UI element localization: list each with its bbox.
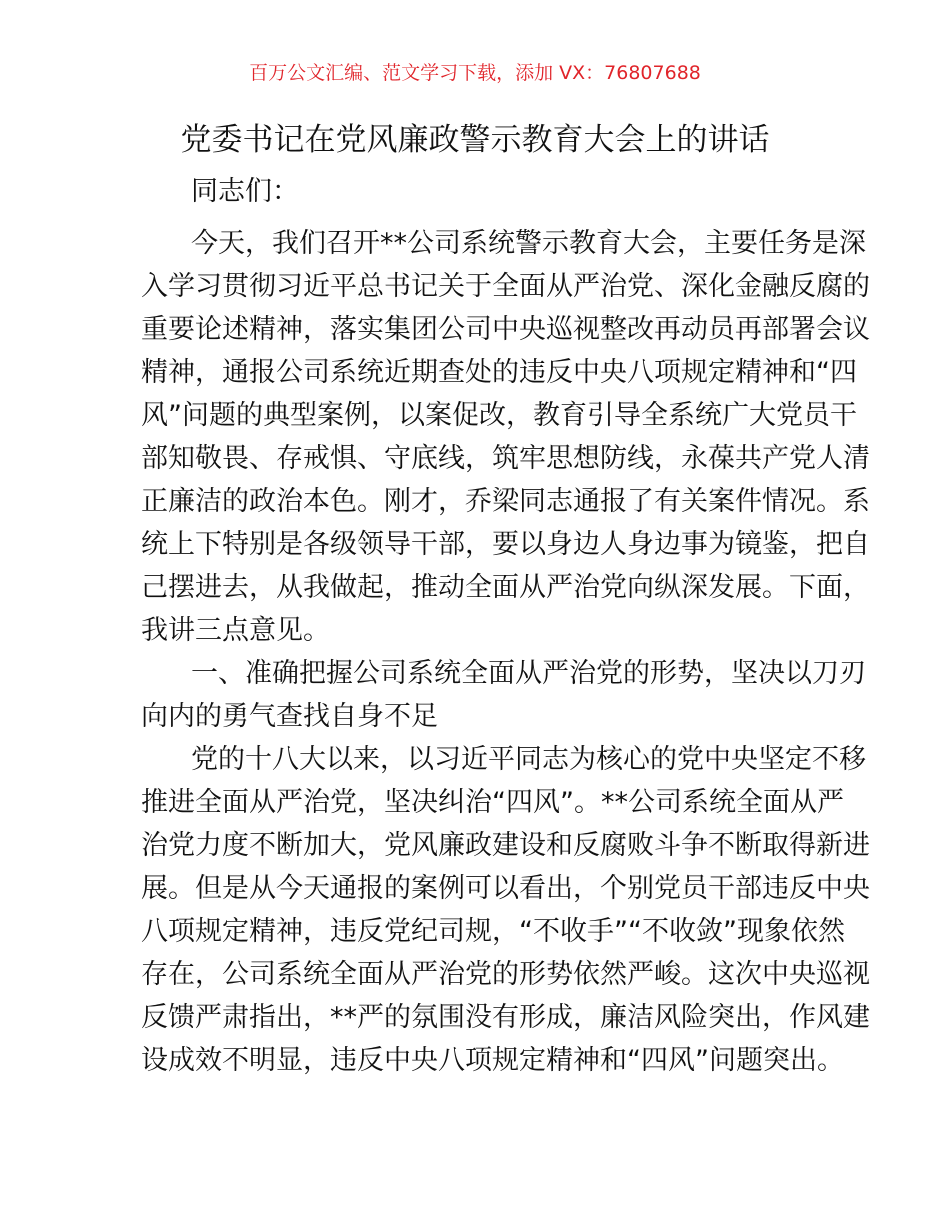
paragraph-line: 己摆进去，从我做起，推动全面从严治党向纵深发展。下面，	[141, 572, 870, 603]
paragraph-line: 风”问题的典型案例，以案促改，教育引导全系统广大党员干	[141, 400, 857, 431]
paragraph-line: 展。但是从今天通报的案例可以看出，个别党员干部违反中央	[141, 873, 870, 904]
heading-line: 向内的勇气查找自身不足	[141, 701, 438, 732]
paragraph-line: 反馈严肃指出，**严的氛围没有形成，廉洁风险突出，作风建	[141, 1002, 870, 1033]
paragraph-line: 精神，通报公司系统近期查处的违反中央八项规定精神和“四	[141, 357, 857, 388]
paragraph-line: 八项规定精神，违反党纪司规，“不收手”“不收敛”现象依然	[141, 916, 845, 947]
paragraph-line: 正廉洁的政治本色。刚才，乔梁同志通报了有关案件情况。系	[141, 486, 870, 517]
section-heading-1	[141, 652, 866, 738]
heading-line: 一、准确把握公司系统全面从严治党的形势，坚决以刀刃	[191, 658, 866, 689]
watermark-banner: 百万公文汇编、范文学习下载，添加 VX：76807688	[249, 62, 701, 84]
paragraph-line: 我讲三点意见。	[141, 615, 330, 646]
paragraph-line: 重要论述精神，落实集团公司中央巡视整改再动员再部署会议	[141, 314, 870, 345]
paragraph-line: 推进全面从严治党，坚决纠治“四风”。**公司系统全面从严	[141, 787, 844, 818]
paragraph-line: 统上下特别是各级领导干部，要以身边人身边事为镜鉴，把自	[141, 529, 870, 560]
paragraph-section-1	[141, 738, 870, 1082]
paragraph-intro	[141, 222, 870, 652]
paragraph-line: 今天，我们召开**公司系统警示教育大会，主要任务是深	[191, 228, 866, 259]
paragraph-line: 设成效不明显，违反中央八项规定精神和“四风”问题突出。	[141, 1045, 844, 1076]
document-title: 党委书记在党风廉政警示教育大会上的讲话	[180, 122, 770, 158]
document-body	[141, 170, 870, 1082]
salutation: 同志们：	[191, 176, 299, 207]
paragraph-line: 入学习贯彻习近平总书记关于全面从严治党、深化金融反腐的	[141, 271, 870, 302]
paragraph-line: 党的十八大以来，以习近平同志为核心的党中央坚定不移	[191, 744, 866, 775]
paragraph-line: 部知敬畏、存戒惧、守底线，筑牢思想防线，永葆共产党人清	[141, 443, 870, 474]
paragraph-line: 存在，公司系统全面从严治党的形势依然严峻。这次中央巡视	[141, 959, 870, 990]
paragraph-line: 治党力度不断加大，党风廉政建设和反腐败斗争不断取得新进	[141, 830, 870, 861]
